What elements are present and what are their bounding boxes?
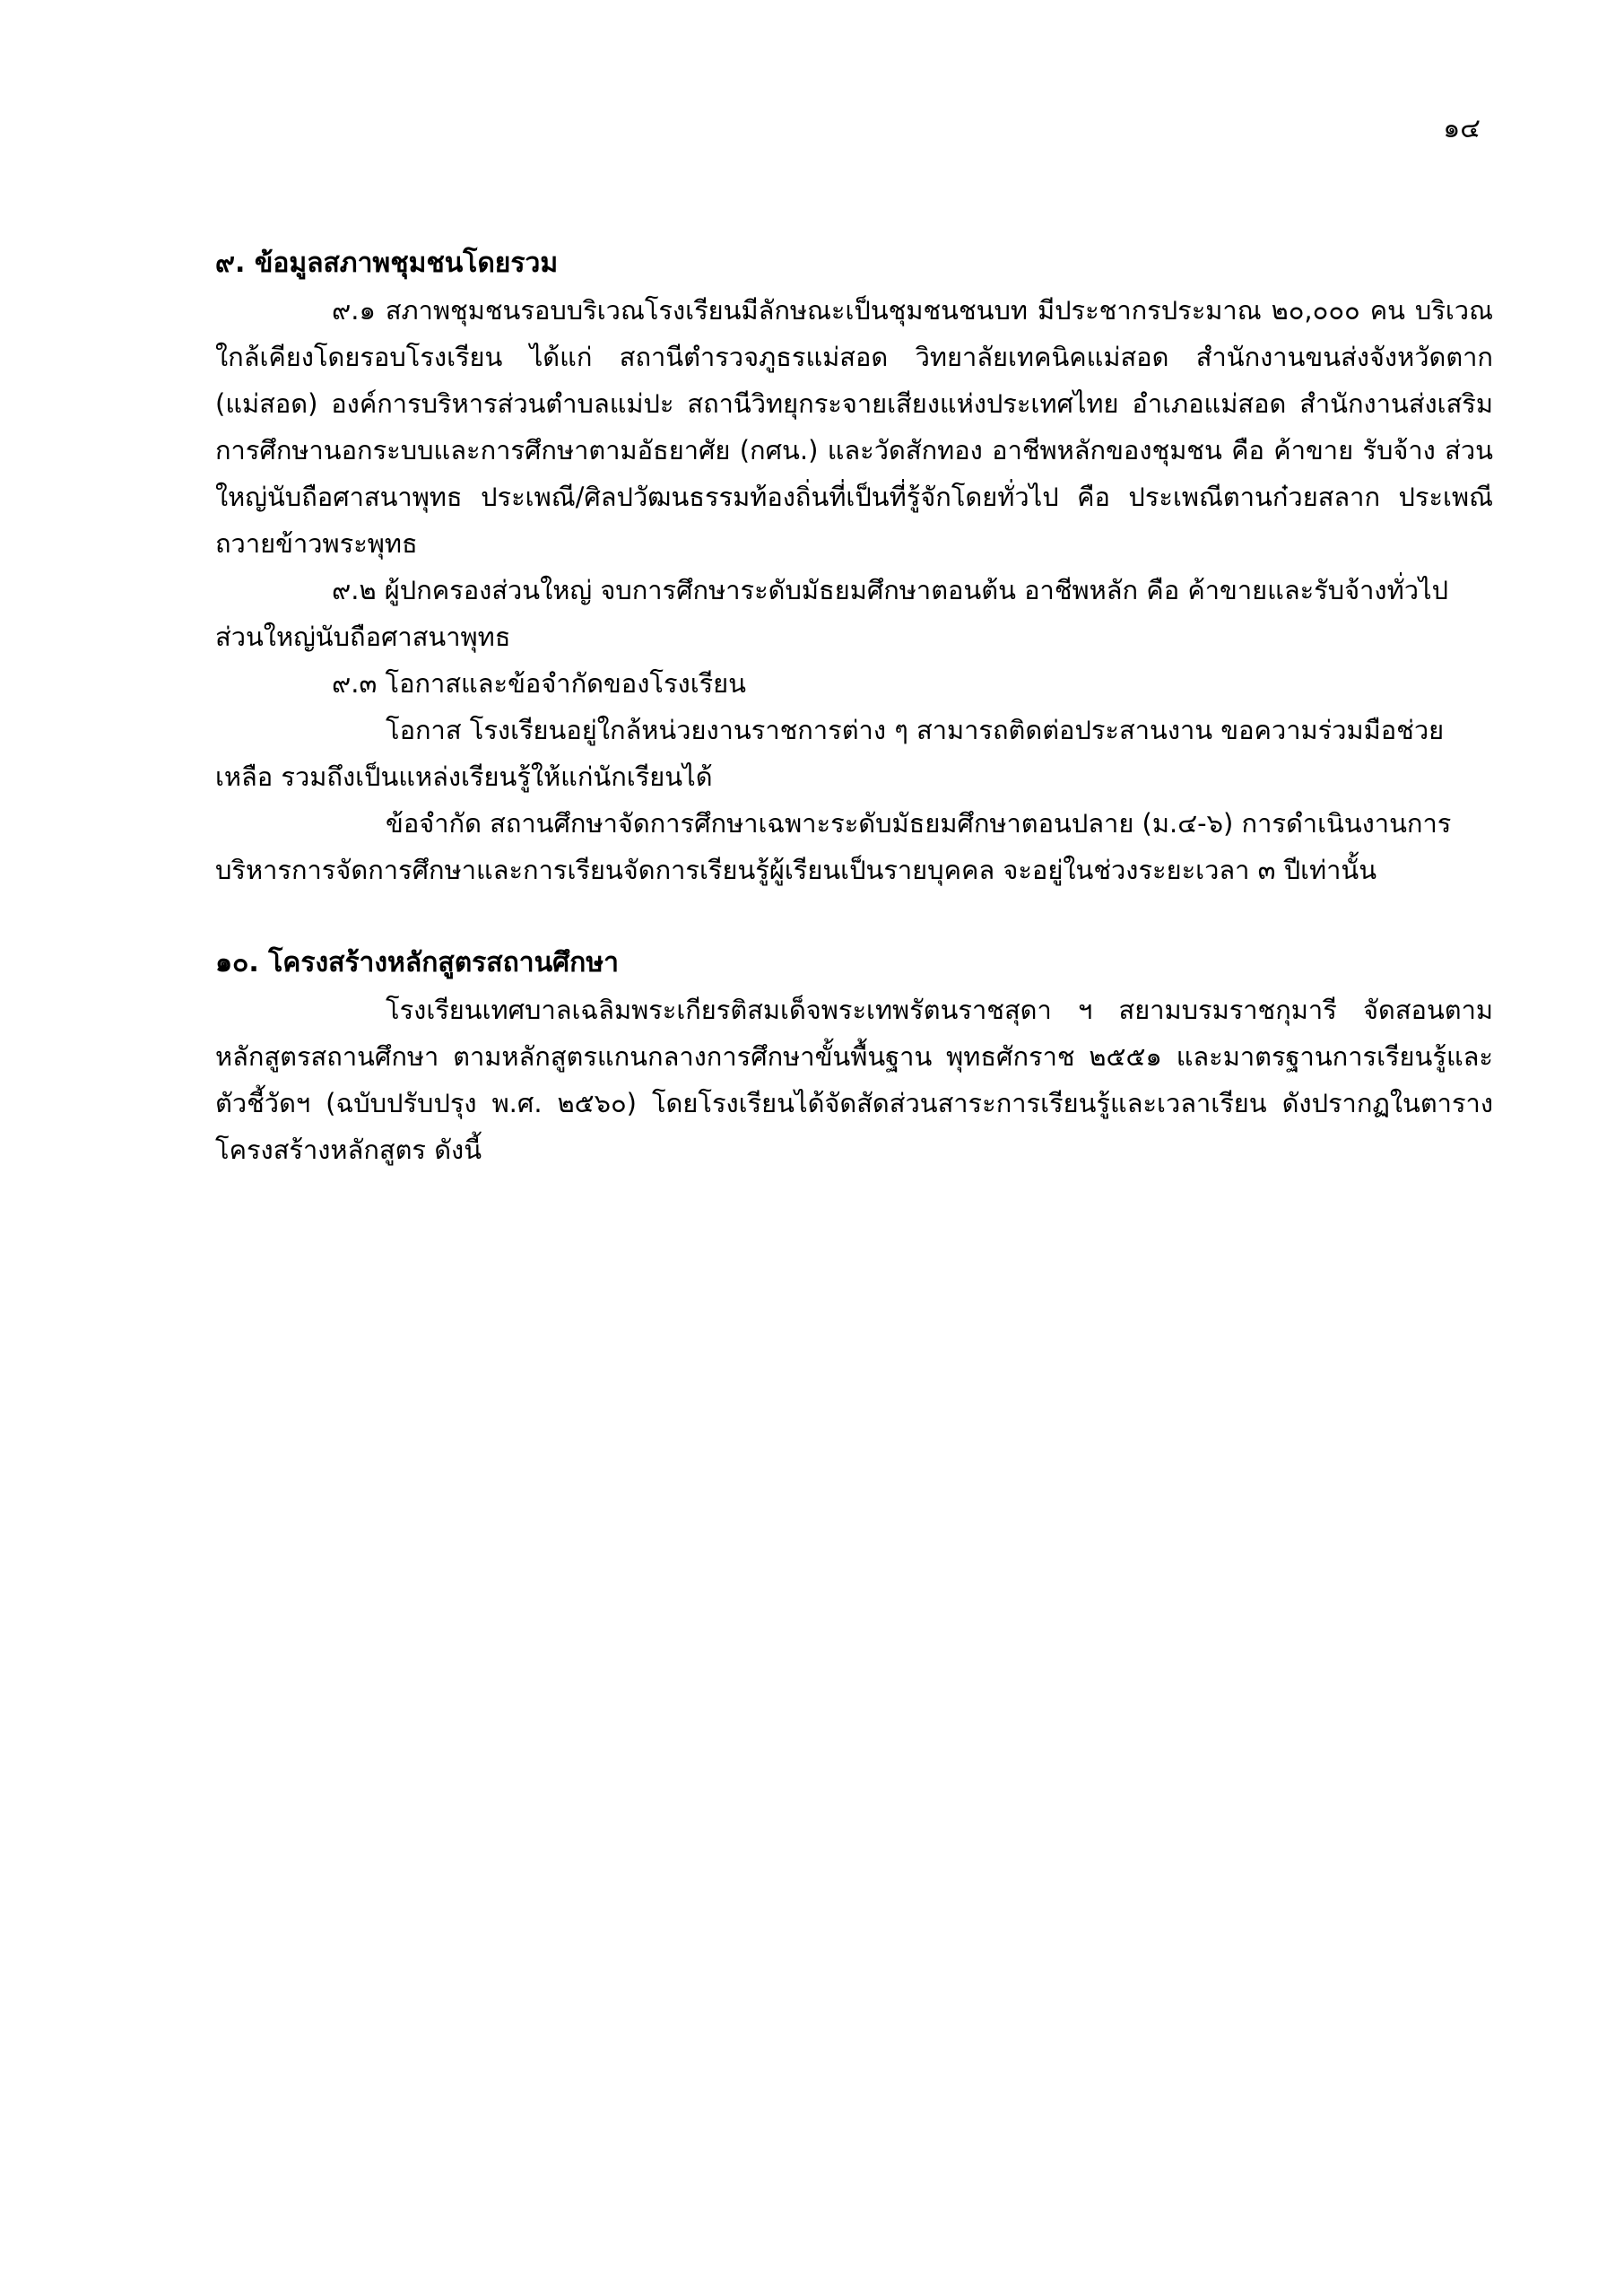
document-body	[215, 240, 1493, 1173]
section-10	[215, 940, 1493, 1173]
section-9-1-paragraph: ๙.๑ สภาพชุมชนรอบบริเวณโรงเรียนมีลักษณะเป็นชุมชนชนบท มีประชากรประมาณ ๒๐,๐๐๐ คน บริเวณใกล้เคียงโดยรอบโรงเรียน ได้แก่ สถานีตำรวจภูธรแม่สอด วิทยาลัยเทคนิคแม่สอด สำนักงานขนส่งจังหวัดตาก (แม่สอด) องค์การบริหารส่วนตำบลแม่ปะ สถานีวิทยุกระจายเสียงแห่งประเทศไทย อำเภอแม่สอด สำนักงานส่งเสริมการศึกษานอกระบบและการศึกษาตามอัธยาศัย (กศน.) และวัดสักทอง อาชีพหลักของชุมชน คือ ค้าขาย รับจ้าง ส่วนใหญ่นับถือศาสนาพุทธ ประเพณี/ศิลปวัฒนธรรมท้องถิ่นที่เป็นที่รู้จักโดยทั่วไป คือ ประเพณีตานก๋วยสลาก ประเพณีถวายข้าวพระพุทธ	[215, 295, 1493, 559]
section-9-2-paragraph: ๙.๒ ผู้ปกครองส่วนใหญ่ จบการศึกษาระดับมัธยมศึกษาตอนต้น อาชีพหลัก คือ ค้าขายและรับจ้างทั่วไป ส่วนใหญ่นับถือศาสนาพุทธ	[215, 575, 1448, 652]
opportunity-paragraph: โอกาส โรงเรียนอยู่ใกล้หน่วยงานราชการต่าง ๆ สามารถติดต่อประสานงาน ขอความร่วมมือช่วยเหลือ รวมถึงเป็นแหล่งเรียนรู้ให้แก่นักเรียนได้	[215, 715, 1445, 792]
section-spacer	[215, 893, 1493, 940]
page-number: ๑๔	[1443, 113, 1481, 144]
section-9	[215, 240, 1493, 893]
section-9-3-heading: ๙.๓ โอกาสและข้อจำกัดของโรงเรียน	[332, 668, 747, 699]
section-10-paragraph: โรงเรียนเทศบาลเฉลิมพระเกียรติสมเด็จพระเทพรัตนราชสุดา ฯ สยามบรมราชกุมารี จัดสอนตามหลักสูตรสถานศึกษา ตามหลักสูตรแกนกลางการศึกษาขั้นพื้นฐาน พุทธศักราช ๒๕๕๑ และมาตรฐานการเรียนรู้และตัวชี้วัดฯ (ฉบับปรับปรุง พ.ศ. ๒๕๖๐) โดยโรงเรียนได้จัดสัดส่วนสาระการเรียนรู้และเวลาเรียน ดังปรากฏในตารางโครงสร้างหลักสูตร ดังนี้	[215, 995, 1493, 1165]
limitation-paragraph: ข้อจำกัด สถานศึกษาจัดการศึกษาเฉพาะระดับมัธยมศึกษาตอนปลาย (ม.๔-๖) การดำเนินงานการบริหารการจัดการศึกษาและการเรียนจัดการเรียนรู้ผู้เรียนเป็นรายบุคคล จะอยู่ในช่วงระยะเวลา ๓ ปีเท่านั้น	[215, 808, 1452, 885]
section-10-heading: ๑๐. โครงสร้างหลักสูตรสถานศึกษา	[215, 947, 619, 978]
section-9-heading: ๙. ข้อมูลสภาพชุมชนโดยรวม	[215, 248, 559, 279]
